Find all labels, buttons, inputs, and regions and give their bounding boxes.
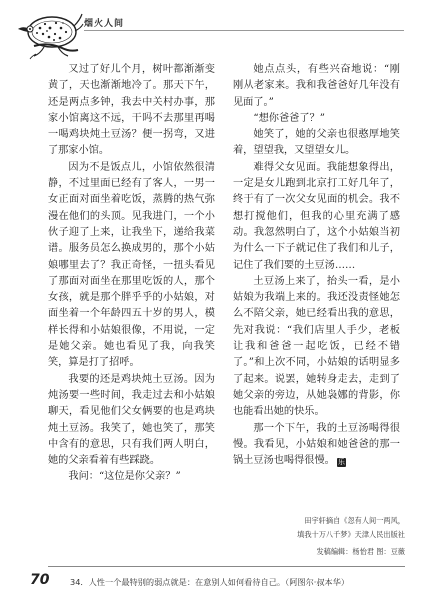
source-attribution-line1: 田宇轩摘自《忽有人间一两风，	[304, 516, 405, 525]
source-attribution-line2: 填我十万八千梦》天津人民出版社	[297, 530, 405, 539]
header-divider	[84, 30, 404, 31]
paragraph: 我要的还是鸡块炖土豆汤。因为炖汤要一些时间，我走过去和小姑娘聊天，看见他们父女俩要的也是鸡块炖土豆汤。我笑了，她也笑了，那笑中含有的意思，只有我们两人明白，她的父亲看着有些踩跷。	[48, 373, 215, 467]
article-column-left	[48, 62, 215, 486]
paragraph-final	[233, 421, 400, 470]
paragraph: 难得父女见面。我能想象得出，一定是女儿跑到北京打工好几年了，终于有了一次父女见面的机会。我不想打搅他们，但我的心里充满了感动。我忽然明白了，这个小姑娘当初为什么一下子就记住了我们和儿子，记住了我们要的土豆汤……	[233, 161, 400, 271]
article-column-right	[233, 62, 400, 469]
section-title: 烟火人间	[84, 19, 125, 29]
footer-divider	[48, 566, 405, 567]
paragraph-final-text: 那一个下午，我的土豆汤喝得很慢。我看见，小姑娘和她爸爸的那一锅土豆汤也喝得很慢。	[233, 422, 400, 467]
page-header	[0, 0, 427, 60]
paragraph: 她点点头，有些兴奋地说：“刚刚从老家来。我和我爸爸好几年没有见面了。”	[233, 64, 400, 108]
paragraph: 又过了好儿个月，树叶都渐渐变黄了，天也渐渐地冷了。那天下午，还是两点多钟，我去中关村办事，那家小馆离这不远，干吗不去那里再喝一喝鸡块炖土豆汤？便一拐弯，又进了那家小馆。	[48, 64, 215, 157]
footer-quote: 34．人性一个最特别的弱点就是：在意别人如何看待自己。（阿图尔·叔本华）	[70, 577, 350, 587]
bird-logo-icon	[14, 6, 84, 60]
page-number: 70	[30, 572, 50, 588]
end-mark-icon: 乐	[337, 458, 345, 467]
editor-credit: 发稿编辑：杨怡君 图：豆薇	[316, 547, 405, 556]
paragraph: 她笑了，她的父亲也很憨厚地笑着，望望我，又望望女儿。	[233, 129, 400, 157]
paragraph: 我问：“这位是你父亲？”	[68, 471, 181, 483]
paragraph: 因为不是饭点儿，小馆依然很清静，不过里面已经有了客人，一男一女正面对面坐着吃饭，蒸腾的热气弥漫在他们的头顶。见我进门，一个小伙子迎了上来，让我坐下，递给我菜谱。服务员怎么换成男的，那个小姑娘哪里去了？我正奇怪，一扭头看见了那面对面坐在那里吃饭的人，那个女孩，就是那个胖乎乎的小姑娘，对面坐着一个年龄四五十岁的男人，模样长得和小姑娘很像，不用说，一定是她父亲。她也看见了我，向我笑笑，算是打了招呼。	[48, 161, 215, 369]
paragraph: “想你爸爸了？”	[253, 112, 325, 124]
paragraph: 土豆汤上来了，抬头一看，是小姑娘为我端上来的。我还没责怪她怎么不陪父亲，她已经看出我的意思，先对我说：“我们店里人手少，老板让我和爸爸一起吃饭，已经不错了。”和上次不同，小姑娘的话明显多了起来。说罢，她转身走去，走到了她父亲的旁边，从她袅娜的背影，你也能看出她的快乐。	[233, 275, 400, 418]
